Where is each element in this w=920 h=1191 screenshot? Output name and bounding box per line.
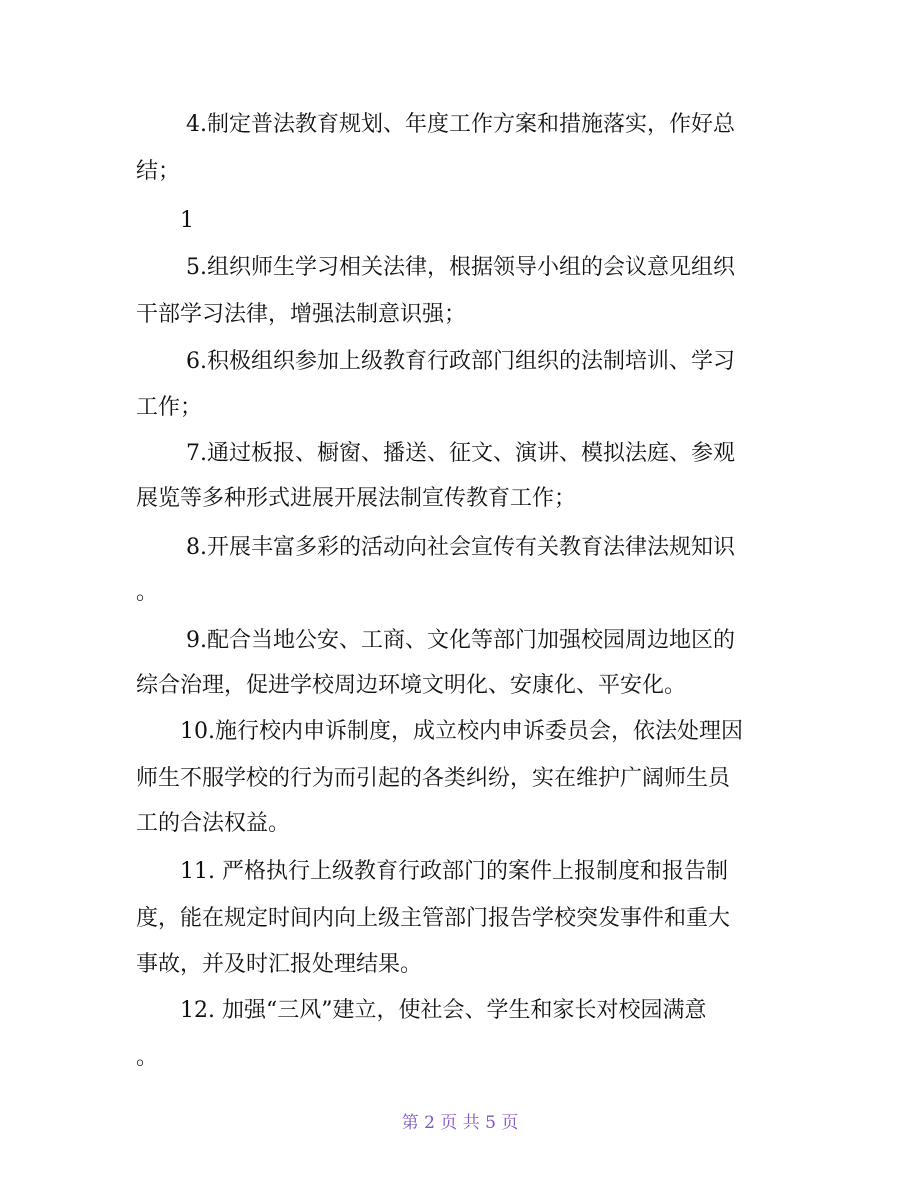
paragraph-line: 8.开展丰富多彩的活动向社会宣传有关教育法律法规知识 — [186, 535, 735, 560]
paragraph-line: 。 — [136, 1045, 159, 1070]
paragraph-line: 干部学习法律，增强法制意识强； — [136, 302, 467, 327]
paragraph-line: 师生不服学校的行为而引起的各类纠纷，实在维护广阔师生员 — [136, 766, 731, 791]
paragraph-line: 综合治理，促进学校周边环境文明化、安康化、平安化。 — [136, 673, 687, 698]
paragraph-line: 度，能在规定时间内向上级主管部门报告学校突发事件和重大 — [136, 906, 731, 931]
paragraph-line: 工的合法权益。 — [136, 811, 291, 836]
paragraph-line: 6.积极组织参加上级教育行政部门组织的法制培训、学习 — [186, 349, 735, 374]
paragraph-line: 5.组织师生学习相关法律，根据领导小组的会议意见组织 — [186, 255, 735, 280]
paragraph-line: 事故，并及时汇报处理结果。 — [136, 952, 423, 977]
paragraph-line: 展览等多种形式进展开展法制宣传教育工作； — [136, 486, 577, 511]
paragraph-line: 7.通过板报、橱窗、播送、征文、演讲、模拟法庭、参观 — [186, 441, 735, 466]
paragraph-line: 。 — [136, 580, 159, 605]
page-marker-text: 1 — [180, 208, 194, 233]
paragraph-line: 4.制定普法教育规划、年度工作方案和措施落实，作好总 — [186, 112, 735, 137]
paragraph-line: 11. 严格执行上级教育行政部门的案件上报制度和报告制 — [180, 859, 728, 884]
paragraph-line: 结； — [136, 159, 181, 184]
paragraph-line: 工作； — [136, 395, 203, 420]
paragraph-line: 12. 加强“三风”建立，使社会、学生和家长对校园满意 — [180, 998, 707, 1023]
paragraph-line: 10.施行校内申诉制度，成立校内申诉委员会，依法处理因 — [180, 719, 743, 744]
paragraph-line: 9.配合当地公安、工商、文化等部门加强校园周边地区的 — [186, 628, 735, 653]
page-number-footer: 第 2 页 共 5 页 — [401, 1113, 519, 1133]
